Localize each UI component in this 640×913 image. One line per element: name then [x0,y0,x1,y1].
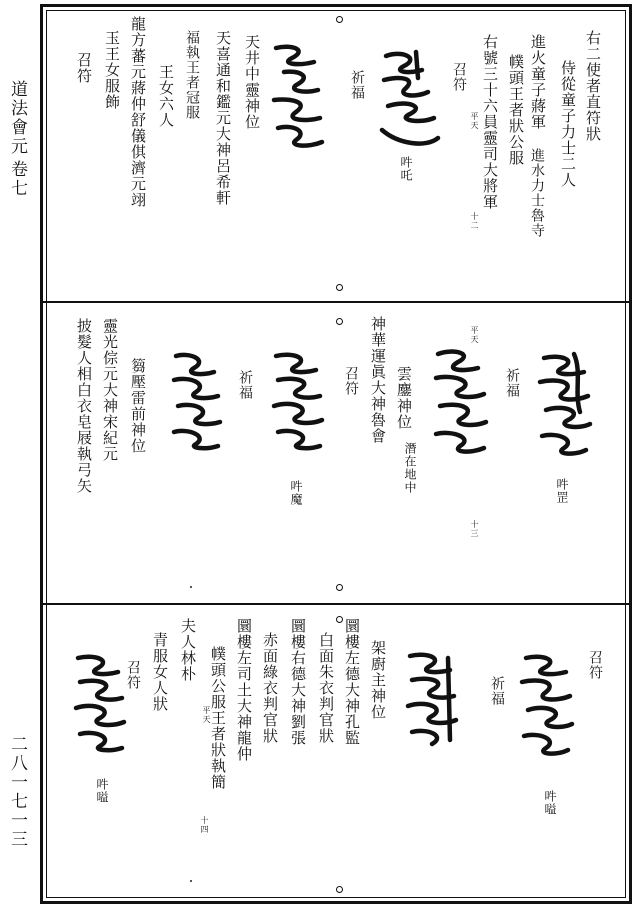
p3-talisman-mid [402,650,464,750]
p3-talisman-left [70,652,132,756]
p2-talisman-left [168,350,228,452]
p3-col-1: 架廚主神位 [369,640,387,720]
p2-right-2: 潛在地中 [403,442,417,494]
p2-left-3: 披髮人相白衣皂屐執弓矢 [75,318,93,494]
punch-mark [336,584,343,591]
p2-talisman-left-mid [268,350,330,454]
p1-col3: 進火童子蔣軍 [529,34,547,130]
p2-note-b: 十三 [470,520,479,538]
p1-col5: 幞頭王者狀公服 [507,54,525,166]
p3-note-a: 平天 [202,706,211,724]
p2-right-3: 神華運眞大神魯會 [369,316,387,444]
p3-col-10: 召符 [125,660,141,690]
punch-mark [336,616,343,623]
panel-divider-2 [40,603,632,605]
p1-list-3: 福執王者冠服 [184,30,200,120]
p3-col-9: 青服女人狀 [151,632,169,712]
p1-list-2: 天喜通和鑑元大神呂希軒 [214,30,232,206]
punch-mark [336,886,343,893]
p1-col2: 侍從童子力士二人 [559,60,577,188]
p3-col-4: 圜樓右德大神劉張 [289,618,307,746]
p3-col-8: 夫人林朴 [179,618,197,682]
punch-mark [336,284,343,291]
p1-chant: 吽吒 [399,156,413,182]
p3-chant-left: 吽嗌 [95,778,109,804]
p3-col-5: 赤面綠衣判官狀 [261,632,279,744]
book-title: 道法會元 [7,80,27,156]
p1-list-4: 王女六人 [157,64,175,128]
p2-note-a: 平天 [470,326,479,344]
p3-note-b: 十四 [200,816,209,834]
p2-left-2: 靈光倧元大神宋紀元 [101,318,119,462]
p1-list-5: 龍方蕃元蔣仲舒儀倛濟元翊 [129,16,147,208]
p3-summon: 召符 [587,650,603,680]
punch-mark [336,318,343,325]
p2-left-1: 篘壓雷前神位 [129,358,147,454]
p1-note-a: 平天 [470,112,479,130]
p2-summon: 召符 [343,366,359,396]
panel-divider-1 [40,301,632,303]
p2-right-1: 雲鏖神位 [395,366,413,430]
p1-talisman-left [268,42,330,152]
p1-list-1: 天井中靈神位 [243,34,261,130]
volume-label: 卷七 [7,160,27,198]
p3-col-6: 圜樓左司土大神龍仲 [235,618,253,762]
p2-chant-left: 吽魔 [289,480,303,506]
p1-note-b: 十二 [470,212,479,230]
p1-pray-label: 祈福 [349,70,365,100]
p1-col6: 右號三十六員靈司大將軍 [481,34,499,210]
p3-col-3: 白面朱衣判官狀 [317,632,335,744]
p2-chant-right: 吽罡 [555,478,569,504]
p1-col1: 右二使者直符狀 [584,30,602,142]
p1-col4: 進水力士魯寺 [529,148,545,238]
p1-list-7: 召符 [75,52,93,84]
p3-col-7: 幞頭公服王者狀執簡 [209,646,227,790]
page-number: 二八一七一三 [7,735,27,849]
punch-mark [336,16,343,23]
p1-summon-label: 召符 [451,62,467,92]
p3-chant-right: 吽嗌 [543,790,557,816]
p3-talisman-right [516,652,578,758]
p3-pray: 祈福 [489,676,505,706]
p1-talisman-right [376,48,446,158]
p2-pray-left: 祈福 [237,370,253,400]
p2-pray-right: 祈福 [504,368,520,398]
p3-col-2: 圜樓左德大神孔監 [343,618,361,746]
p2-talisman-right [534,352,596,460]
p2-talisman-mid [430,346,492,458]
p1-list-6: 玉王女服飾 [103,30,121,110]
